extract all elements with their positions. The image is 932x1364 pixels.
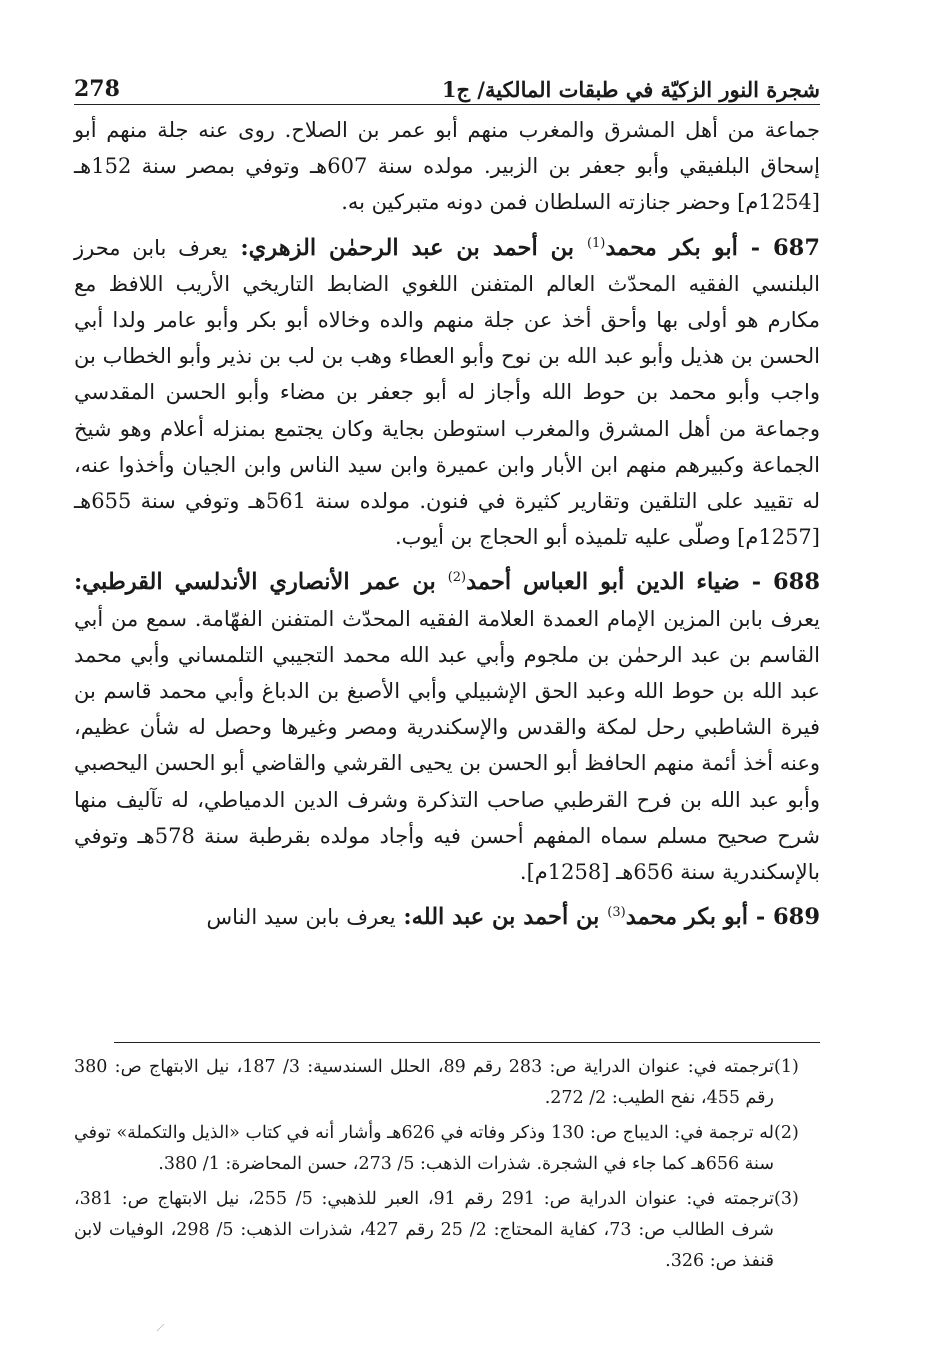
footnote-ref: (1)	[586, 235, 606, 251]
paragraph-continuation: جماعة من أهل المشرق والمغرب منهم أبو عمر بن الصلاح. روى عنه جلة منهم أبو إسحاق البلفيقي وأبو جعفر بن الزبير. مولده سنة 607هـ وتوفي بمصر سنة 152هـ [1254م] وحضر جنازته السلطان فمن دونه متبركين به.	[74, 118, 820, 215]
entry-name-rest: بن عمر الأنصاري الأندلسي القرطبي:	[74, 569, 448, 596]
entry-name-rest: بن أحمد بن عبد الله:	[395, 904, 608, 931]
footnote-number: (2)	[774, 1123, 799, 1143]
entry-number: 687 -	[737, 234, 820, 261]
footnote-ref: (2)	[447, 570, 467, 586]
entry-689	[74, 899, 820, 935]
header-rule	[74, 104, 820, 105]
footnote-rule	[114, 1042, 820, 1043]
entry-687	[74, 230, 820, 556]
entry-text: يعرف بابن سيد الناس	[206, 905, 396, 930]
entry-number: 688 -	[739, 569, 820, 596]
entry-name: ضياء الدين أبو العباس أحمد	[466, 569, 740, 596]
entry-name: أبو بكر محمد	[625, 904, 749, 931]
page-header	[74, 58, 820, 102]
entry-688	[74, 564, 820, 890]
running-title: شجرة النور الزكيّة في طبقات المالكية/ ج1	[441, 77, 820, 102]
entry-name-rest: بن أحمد بن عبد الرحمٰن الزهري:	[227, 234, 587, 261]
entry-name: أبو بكر محمد	[605, 234, 738, 261]
footnotes	[74, 1052, 820, 1281]
footnote-number: (1)	[774, 1057, 799, 1077]
entry-number: 689 -	[748, 904, 820, 931]
footnote-text: له ترجمة في: الديباج ص: 130 وذكر وفاته في 626هـ وأشار أنه في كتاب «الذيل والتكملة» توفي سنة 656هـ كما جاء في الشجرة. شذرات الذهب: 5/ 273، حسن المحاضرة: 1/ 380.	[74, 1123, 774, 1174]
footnote-ref: (3)	[607, 905, 626, 921]
footnote-text: ترجمته في: عنوان الدراية ص: 283 رقم 89، الحلل السندسية: 3/ 187، نيل الابتهاج ص: 380 رقم 455، نفح الطيب: 2/ 272.	[74, 1057, 775, 1108]
main-text	[74, 112, 820, 935]
footnote-item	[74, 1118, 820, 1180]
scan-speck-mark	[156, 1322, 166, 1332]
entry-text: يعرف بابن المزين الإمام العمدة العلامة الفقيه المحدّث المتفنن الفهّامة. سمع من أبي القاسم بن عبد الرحمٰن بن ملجوم وأبي عبد الله محمد التجيبي التلمساني وأبي محمد عبد الله بن حوط الله وعبد الحق الإشبيلي وأبي الأصبغ بن الدباغ وأبي محمد قاسم بن فيرة الشاطبي رحل لمكة والقدس والإسكندرية ومصر وغيرها وحصل له شأن عظيم، وعنه أخذ أئمة منهم الحافظ أبو الحسن بن يحيى القرشي والقاضي أبو الحسن اليحصبي وأبو عبد الله بن فرح القرطبي صاحب التذكرة وشرف الدين الدمياطي، له تآليف منها شرح صحيح مسلم سماه المفهم أحسن فيه وأجاد مولده بقرطبة سنة 578هـ وتوفي بالإسكندرية سنة 656هـ [1258م].	[74, 606, 820, 885]
footnote-number: (3)	[774, 1189, 799, 1209]
footnote-item	[74, 1052, 820, 1114]
page-number: 278	[74, 76, 120, 102]
footnote-item	[74, 1184, 820, 1277]
footnote-text: ترجمته في: عنوان الدراية ص: 291 رقم 91، العبر للذهبي: 5/ 255، نيل الابتهاج ص: 381، شرف الطالب ص: 73، كفاية المحتاج: 2/ 25 رقم 427، شذرات الذهب: 5/ 298، الوفيات لابن قنفذ ص: 326.	[74, 1189, 774, 1271]
entry-text: يعرف بابن محرز البلنسي الفقيه المحدّث العالم المتفنن اللغوي الضابط التاريخي الأريب اللافظ مع مكارم هو أولى بها وأحق أخذ عن جلة منهم والده وخالاه أبو بكر وأبو عامر ولدا أبي الحسن بن هذيل وأبو عبد الله بن نوح وأبو العطاء وهب بن لب بن نذير وأبو الخطاب بن واجب وأبو محمد بن حوط الله وأجاز له أبو جعفر بن مضاء وأبو الحسن المقدسي وجماعة من أهل المشرق والمغرب استوطن بجاية وكان يجتمع بمنزله أعلام وهو شيخ الجماعة وكبيرهم منهم ابن الأبار وابن عميرة وابن سيد الناس وابن الجيان وأخذوا عنه، له تقييد على التلقين وتقارير كثيرة في فنون. مولده سنة 561هـ وتوفي سنة 655هـ [1257م] وصلّى عليه تلميذه أبو الحجاج بن أيوب.	[74, 235, 820, 550]
